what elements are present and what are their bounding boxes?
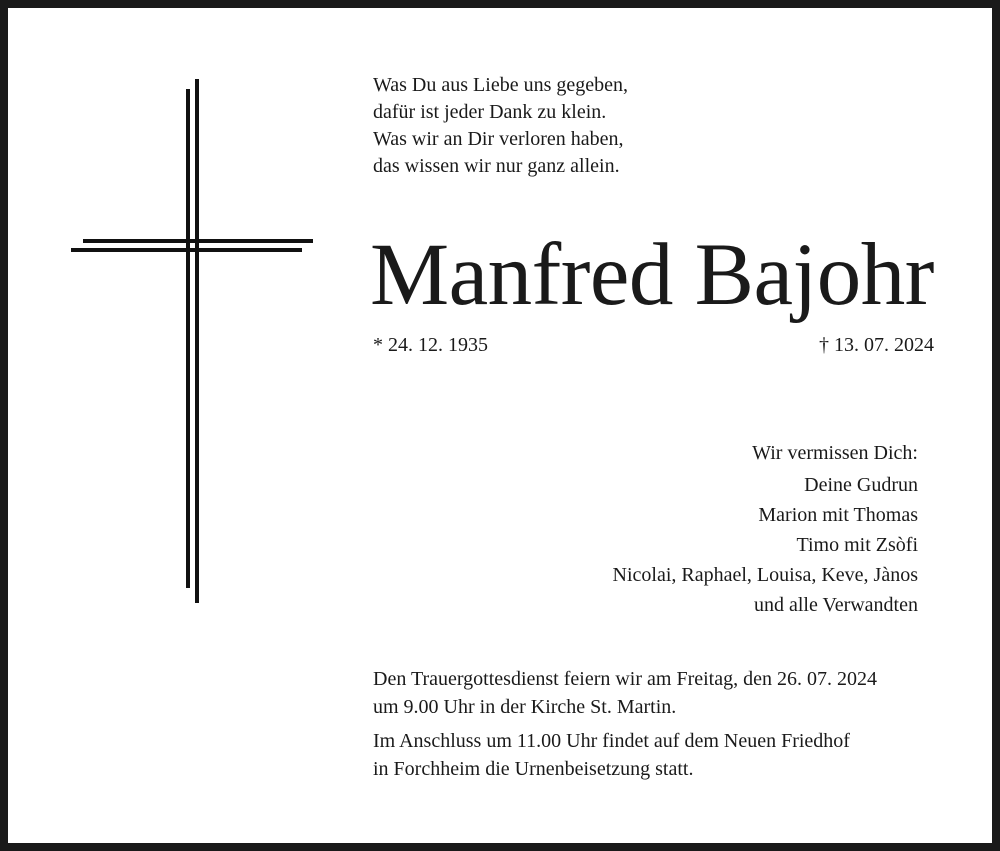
family-member: Timo mit Zsòfi — [796, 534, 918, 556]
cross-icon — [8, 8, 328, 628]
poem-line: das wissen wir nur ganz allein. — [373, 155, 620, 177]
poem-line: Was Du aus Liebe uns gegeben, — [373, 74, 628, 96]
burial-line: in Forchheim die Urnenbeisetzung statt. — [373, 758, 694, 780]
family-member: und alle Verwandten — [753, 594, 918, 616]
family-member: Deine Gudrun — [804, 474, 918, 496]
family-list — [613, 438, 918, 620]
family-member: Nicolai, Raphael, Louisa, Keve, Jànos — [612, 564, 918, 586]
birth-date: * 24. 12. 1935 — [373, 334, 488, 356]
service-info — [373, 665, 877, 783]
family-intro: Wir vermissen Dich: — [752, 442, 918, 464]
family-member: Marion mit Thomas — [758, 504, 918, 526]
deceased-name: Manfred Bajohr — [370, 226, 934, 324]
poem — [373, 72, 628, 180]
service-line: um 9.00 Uhr in der Kirche St. Martin. — [373, 696, 677, 718]
burial-line: Im Anschluss um 11.00 Uhr findet auf dem Neuen Friedhof — [373, 730, 850, 752]
poem-line: dafür ist jeder Dank zu klein. — [373, 101, 607, 123]
poem-line: Was wir an Dir verloren haben, — [373, 128, 624, 150]
death-date: † 13. 07. 2024 — [819, 334, 934, 356]
service-line: Den Trauergottesdienst feiern wir am Freitag, den 26. 07. 2024 — [373, 668, 877, 690]
